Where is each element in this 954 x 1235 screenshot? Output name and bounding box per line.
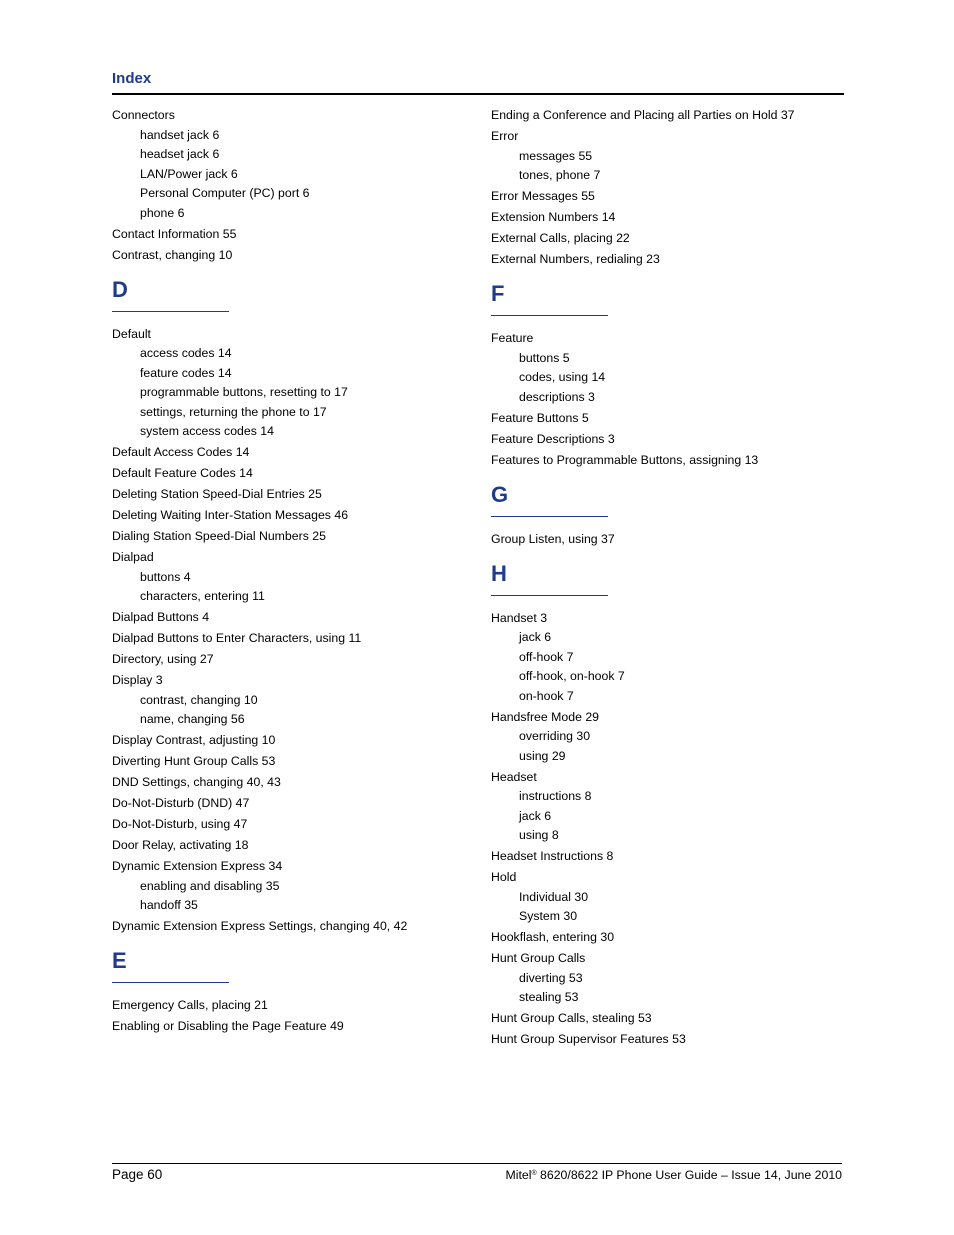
index-entry: Contact Information 55 [112, 226, 237, 241]
publication-title: 8620/8622 IP Phone User Guide – Issue 14, June 2010 [536, 1168, 842, 1182]
index-subentry: system access codes 14 [140, 424, 274, 438]
index-entry: Hunt Group Calls [491, 951, 586, 965]
index-entry: Handset 3 [491, 610, 548, 625]
index-entry: Extension Numbers 14 [491, 210, 616, 224]
index-subentry: buttons 4 [140, 569, 191, 584]
index-entry: DND Settings, changing 40, 43 [112, 775, 281, 789]
index-entry: Headset Instructions 8 [491, 849, 614, 863]
index-subentry: settings, returning the phone to 17 [140, 404, 327, 419]
index-subentry: System 30 [519, 909, 578, 923]
index-entry: External Calls, placing 22 [491, 231, 630, 245]
section-rule [112, 982, 229, 983]
index-entry: Dynamic Extension Express 34 [112, 859, 283, 873]
index-column-right [491, 107, 861, 1047]
index-entry: Features to Programmable Buttons, assigning 13 [491, 452, 759, 467]
index-entry: Feature Descriptions 3 [491, 431, 615, 446]
index-entry: Deleting Waiting Inter-Station Messages 46 [112, 508, 349, 522]
index-entry: Default [112, 326, 151, 341]
index-subentry: programmable buttons, resetting to 17 [140, 385, 348, 399]
index-entry: Dialing Station Speed-Dial Numbers 25 [112, 529, 326, 543]
index-subentry: tones, phone 7 [519, 168, 601, 182]
index-subentry: jack 6 [519, 808, 552, 823]
index-entry: Default Access Codes 14 [112, 445, 250, 459]
index-entry: Feature Buttons 5 [491, 410, 589, 425]
index-subentry: name, changing 56 [140, 712, 245, 726]
section-rule [491, 595, 608, 596]
index-subentry: off-hook, on-hook 7 [519, 669, 625, 683]
index-entry: External Numbers, redialing 23 [491, 252, 660, 266]
page-header-title: Index [112, 70, 152, 87]
index-subentry: using 29 [519, 748, 566, 763]
index-subentry: Individual 30 [519, 889, 589, 904]
index-subentry: messages 55 [519, 148, 593, 163]
index-subentry: characters, entering 11 [140, 589, 265, 603]
section-letter-h: H [491, 560, 507, 586]
section-letter-d: D [112, 276, 128, 302]
header-rule [112, 93, 844, 95]
index-subentry: jack 6 [519, 630, 552, 644]
index-subentry: instructions 8 [519, 789, 592, 803]
index-entry: Headset [491, 769, 537, 784]
index-entry: Error Messages 55 [491, 189, 595, 203]
index-entry: Ending a Conference and Placing all Parties on Hold 37 [491, 108, 795, 122]
registered-mark: ® [531, 1170, 537, 1177]
index-entry: Do-Not-Disturb, using 47 [112, 817, 248, 831]
index-entry: Dialpad Buttons 4 [112, 610, 210, 624]
index-entry: Do-Not-Disturb (DND) 47 [112, 796, 250, 810]
index-entry: Display 3 [112, 673, 163, 687]
index-subentry: contrast, changing 10 [140, 692, 258, 707]
index-entry: Display Contrast, adjusting 10 [112, 733, 276, 747]
index-subentry: LAN/Power jack 6 [140, 166, 238, 181]
index-entry: Deleting Station Speed-Dial Entries 25 [112, 487, 322, 501]
index-entry: Hookflash, entering 30 [491, 930, 615, 944]
index-entry: Dialpad Buttons to Enter Characters, using 11 [112, 631, 362, 645]
index-entry: Dialpad [112, 550, 154, 564]
brand-name: Mitel [505, 1168, 532, 1182]
page-number: Page 60 [112, 1167, 163, 1182]
index-subentry: enabling and disabling 35 [140, 878, 280, 893]
index-entry: Enabling or Disabling the Page Feature 49 [112, 1019, 344, 1033]
index-subentry: stealing 53 [519, 990, 579, 1004]
index-subentry: off-hook 7 [519, 649, 574, 664]
section-rule [491, 516, 608, 517]
index-entry: Group Listen, using 37 [491, 531, 615, 546]
publication-info [505, 1168, 842, 1182]
index-entry: Hunt Group Calls, stealing 53 [491, 1011, 652, 1025]
index-subentry: codes, using 14 [519, 370, 606, 384]
index-subentry: buttons 5 [519, 350, 570, 365]
section-letter-f: F [491, 281, 505, 306]
section-rule [112, 311, 229, 312]
index-entry: Emergency Calls, placing 21 [112, 998, 268, 1012]
section-rule [491, 315, 608, 316]
index-column-left [112, 107, 482, 1034]
index-subentry: headset jack 6 [140, 147, 220, 161]
section-letter-g: G [491, 481, 509, 507]
index-subentry: access codes 14 [140, 346, 232, 360]
index-subentry: handoff 35 [140, 898, 198, 912]
index-subentry: using 8 [519, 828, 559, 842]
index-entry: Feature [491, 331, 534, 345]
index-entry: Hold [491, 870, 517, 884]
index-entry: Default Feature Codes 14 [112, 466, 253, 480]
index-entry: Diverting Hunt Group Calls 53 [112, 754, 276, 768]
index-subentry: phone 6 [140, 205, 185, 220]
index-subentry: diverting 53 [519, 970, 583, 985]
index-entry: Error [491, 129, 519, 143]
index-entry: Directory, using 27 [112, 652, 214, 666]
index-entry: Connectors [112, 108, 175, 122]
footer-rule [112, 1163, 842, 1164]
index-entry: Handsfree Mode 29 [491, 709, 600, 724]
index-subentry: overriding 30 [519, 729, 591, 743]
index-subentry: Personal Computer (PC) port 6 [140, 186, 310, 200]
index-subentry: feature codes 14 [140, 365, 232, 380]
index-subentry: on-hook 7 [519, 688, 574, 703]
index-entry: Contrast, changing 10 [112, 247, 233, 262]
index-entry: Hunt Group Supervisor Features 53 [491, 1032, 686, 1046]
index-subentry: descriptions 3 [519, 389, 595, 404]
index-entry: Door Relay, activating 18 [112, 838, 249, 852]
index-entry: Dynamic Extension Express Settings, changing 40, 42 [112, 919, 408, 933]
section-letter-e: E [112, 948, 127, 973]
index-subentry: handset jack 6 [140, 127, 220, 142]
